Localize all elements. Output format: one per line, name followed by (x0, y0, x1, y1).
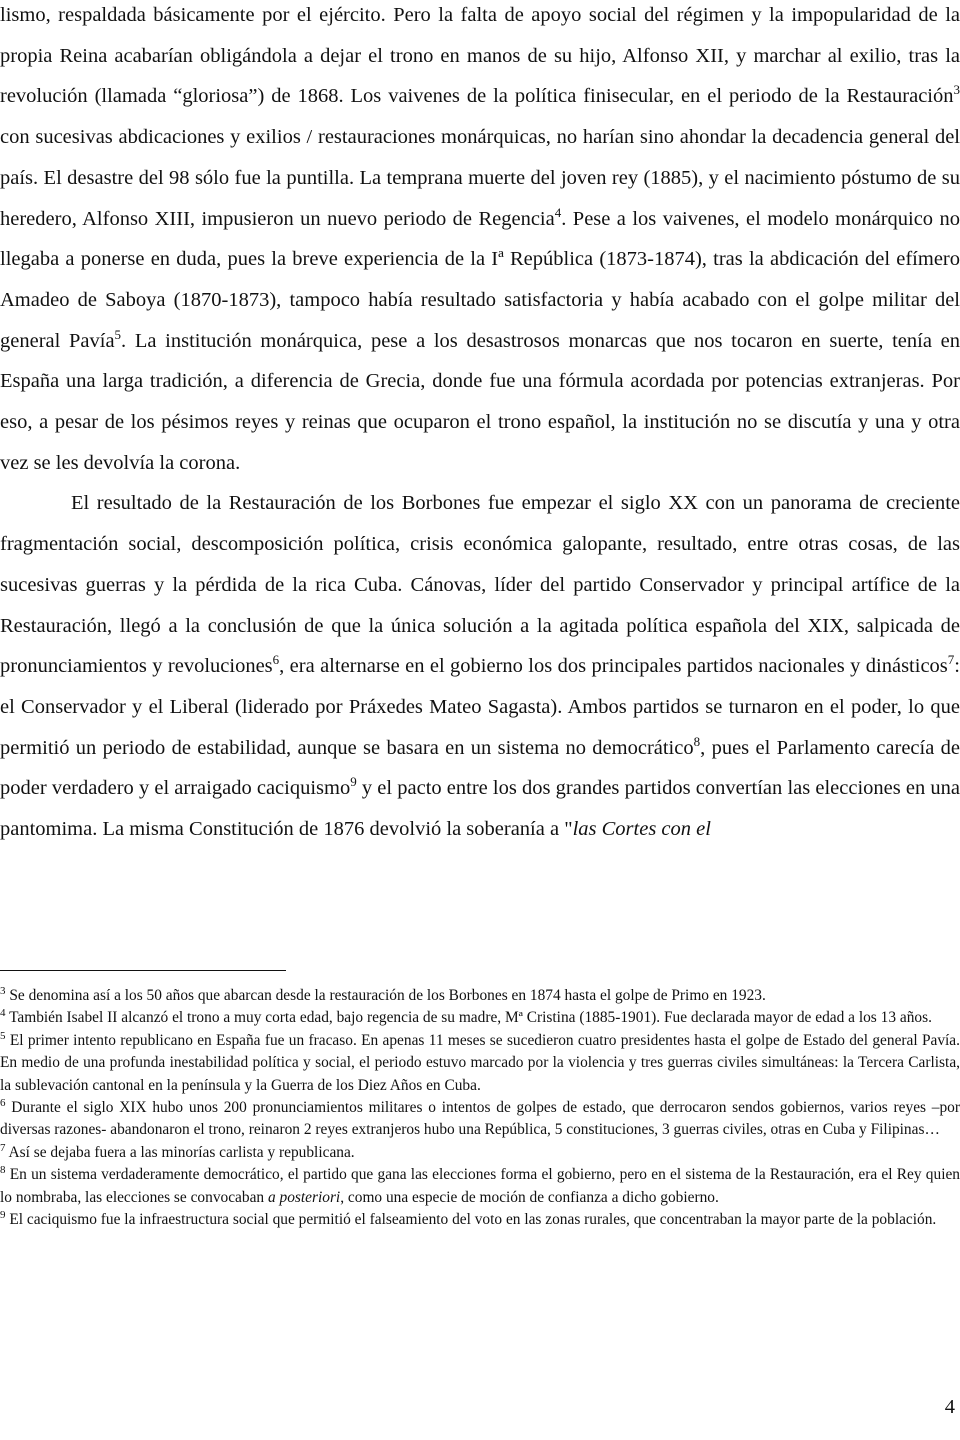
footnote-7 (0, 1142, 960, 1164)
footnote-6 (0, 1097, 960, 1142)
footnote-3 (0, 985, 960, 1007)
footnote-text: También Isabel II alcanzó el trono a muy corta edad, bajo regencia de su madre, Mª Cristina (1885-1901). Fue declarada mayor de edad a los 13 años. (5, 1009, 932, 1027)
text-run: . La institución monárquica, pese a los desastrosos monarcas que nos tocaron en suerte, tenía en España una larga tradición, a diferencia de Grecia, donde fue una fórmula acordada por potencias extranjeras. Por eso, a pesar de los pésimos reyes y reinas que ocuparon el trono español, la institución no se discutía y una y otra vez se les devolvía la corona. (0, 329, 960, 474)
footnote-ref-9[interactable]: 9 (350, 774, 357, 790)
text-run: y el pacto entre los dos grandes partidos convertían las elecciones en una pantomima. La misma Constitución de 1876 devolvió la soberanía a " (0, 777, 960, 841)
footnote-text: Durante el siglo XIX hubo unos 200 pronunciamientos militares o intentos de golpes de estado, que derrocaron sendos gobiernos, varios reyes –por diversas razones- abandonaron el trono, reinaron 2 reyes extranjeros hubo una República, 5 constituciones, 3 guerras civiles, otras en Cuba y Filipinas… (0, 1099, 960, 1139)
footnote-ref-3[interactable]: 3 (953, 82, 960, 98)
footnote-number: 7 (0, 1141, 6, 1154)
text-run: , era alternarse en el gobierno los dos principales partidos nacionales y dinásticos (279, 655, 948, 678)
footnote-ref-7[interactable]: 7 (947, 652, 955, 668)
page-number: 4 (944, 1396, 955, 1418)
text-run: con sucesivas abdicaciones y exilios / restauraciones monárquicas, no harían sino ahondar la decadencia general del país. El desastre del 98 sólo fue la puntilla. La temprana muerte del joven rey (1885), y el nacimiento póstumo de su heredero, Alfonso XIII, impusieron un nuevo periodo de Regencia (0, 126, 960, 230)
footnote-text: El primer intento republicano en España fue un fracaso. En apenas 11 meses se sucedieron cuatro presidentes hasta el golpe de Estado del general Pavía. En medio de una profunda inestabilidad política y social, el periodo estuvo marcado por la violencia y tres guerras civiles simultáneas: la Tercera Carlista, la sublevación cantonal en la península y la Guerra de los Diez Años en Cuba. (0, 1031, 960, 1094)
footnote-ref-8[interactable]: 8 (693, 733, 701, 749)
footnote-ref-5[interactable]: 5 (114, 326, 122, 342)
footnote-8 (0, 1164, 960, 1209)
footnote-4 (0, 1007, 960, 1029)
footnotes (0, 985, 960, 1231)
footnote-number: 5 (0, 1029, 6, 1042)
footnote-5 (0, 1030, 960, 1097)
text-run: , pues el Parlamento carecía de poder verdadero y el arraigado caciquismo (0, 736, 960, 800)
text-run: El resultado de la Restauración de los Borbones fue empezar el siglo XX con un panorama de creciente fragmentación social, descomposición política, crisis económica galopante, resultado, entre otras cosas, de las sucesivas guerras y la pérdida de la rica Cuba. Cánovas, líder del partido Conservador y principal artífice de la Restauración, llegó a la conclusión de que la única solución a la agitada política española del XIX, salpicada de pronunciamientos y revoluciones (0, 492, 960, 678)
footnote-text: Se denomina así a los 50 años que abarcan desde la restauración de los Borbones en 1874 hasta el golpe de Primo en 1923. (5, 987, 766, 1004)
footnote-text: , como una especie de moción de confianza a dicho gobierno. (340, 1188, 719, 1206)
footnote-ref-6[interactable]: 6 (272, 652, 280, 668)
text-run: . Pese a los vaivenes, el modelo monárquico no llegaba a ponerse en duda, pues la breve experiencia de la Iª República (1873-1874), tras la abdicación del efímero Amadeo de Saboya (1870-1873), tampoco había resultado satisfactoria y había acabado con el golpe militar del general Pavía (0, 207, 960, 352)
footnote-ref-4[interactable]: 4 (554, 204, 562, 220)
footnote-separator (0, 970, 286, 971)
footnote-number: 6 (0, 1096, 6, 1109)
footnote-text: Así se dejaba fuera a las minorías carlista y republicana. (5, 1143, 355, 1161)
footnote-text: El caciquismo fue la infraestructura social que permitió el falseamiento del voto en las zonas rurales, que concentraban la mayor parte de la población. (5, 1211, 937, 1229)
footnote-number: 3 (0, 984, 6, 997)
footnote-number: 4 (0, 1007, 6, 1020)
italic-text-run: las Cortes con el (572, 818, 711, 841)
text-run: : el Conservador y el Liberal (liderado por Práxedes Mateo Sagasta). Ambos partidos se turnaron en el poder, lo que permitió un periodo de estabilidad, aunque se basara en un sistema no democrático (0, 655, 960, 759)
paragraph-1 (0, 0, 960, 483)
footnote-text: En un sistema verdaderamente democrático, el partido que gana las elecciones forma el gobierno, pero en el sistema de la Restauración, era el Rey quien lo nombraba, las elecciones se convocaban (0, 1166, 960, 1206)
footnote-9 (0, 1209, 960, 1231)
footnote-italic-text: a posteriori (267, 1188, 341, 1206)
footnote-number: 8 (0, 1164, 6, 1177)
paragraph-2 (0, 483, 960, 849)
footnote-number: 9 (0, 1208, 6, 1221)
text-run: lismo, respaldada básicamente por el ejército. Pero la falta de apoyo social del régimen y la impopularidad de la propia Reina acabarían obligándola a dejar el trono en manos de su hijo, Alfonso XII, y marchar al exilio, tras la revolución (llamada “gloriosa”) de 1868. Los vaivenes de la política finisecular, en el periodo de la Restauración (0, 4, 960, 108)
